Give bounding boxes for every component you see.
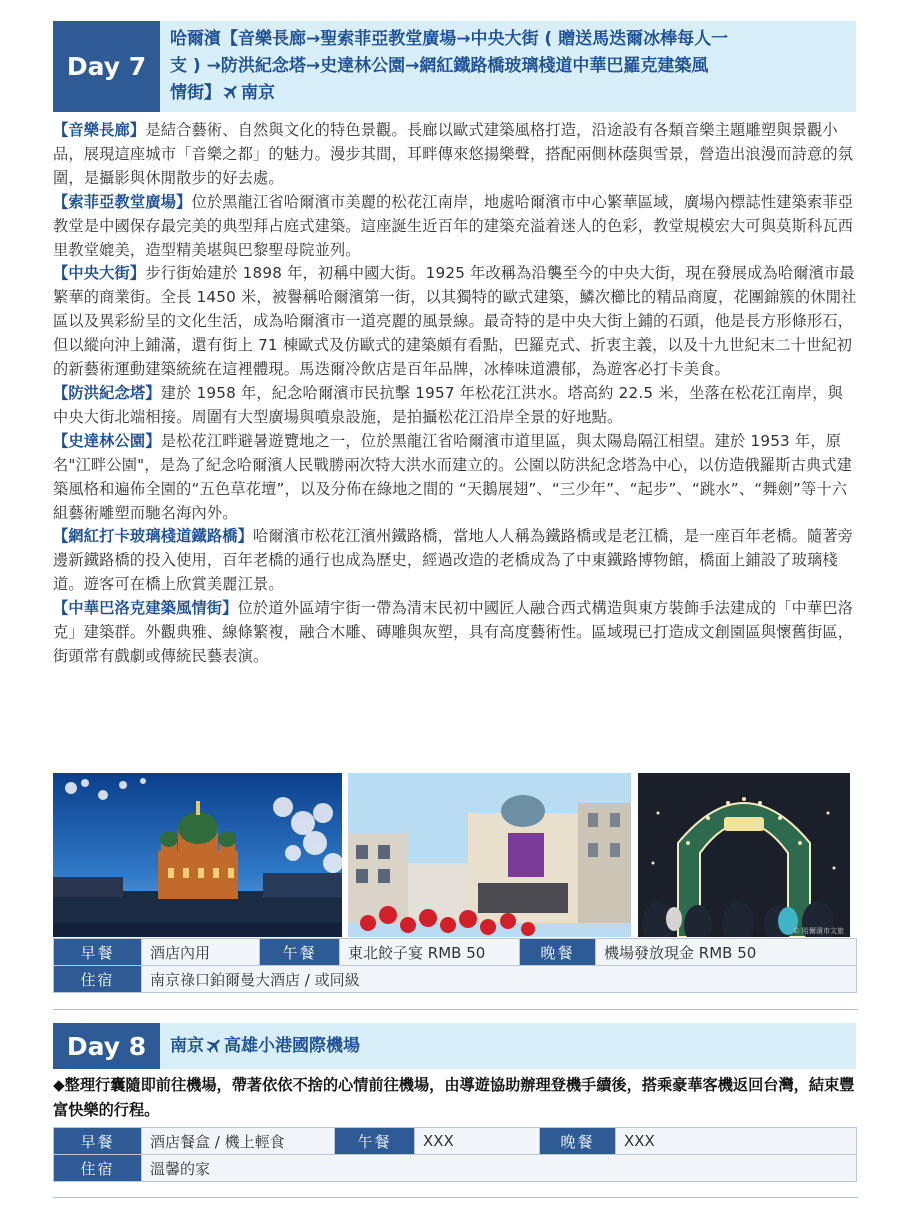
section-title: 【索菲亞教堂廣場】	[53, 192, 192, 211]
section-text: 是松花江畔避暑遊覽地之一，位於黑龍江省哈爾濱市道里區，與太陽島隔江相望。建於 1953 年，原名"江畔公園"，是為了紀念哈爾濱人民戰勝兩次特大洪水而建立的。公園以防洪紀念塔為中心，以仿造俄羅斯古典式建築風格和遍佈全園的“五色草花壇”，以及分佈在綠地之間的 “天鵝展翅”、“三少年”、“起步”、“跳水”、“舞劍”等十六組藝術雕塑而馳名海內外。	[53, 431, 853, 522]
day8-meal-table	[53, 1127, 857, 1182]
day8-badge-label: Day 8	[66, 1031, 147, 1061]
section-flood-tower	[53, 382, 858, 430]
dinner-label: 晚餐	[520, 939, 596, 966]
breakfast-label: 早餐	[54, 1128, 142, 1155]
section-railway-bridge	[53, 525, 858, 597]
section-title: 【防洪紀念塔】	[53, 383, 161, 402]
section-divider	[53, 1009, 858, 1010]
day8-badge	[53, 1023, 160, 1069]
day8-title-from: 南京	[170, 1035, 204, 1056]
hotel-label: 住宿	[54, 1155, 142, 1182]
section-title: 【中央大街】	[53, 264, 146, 283]
day7-meal-table	[53, 938, 857, 993]
hotel-label: 住宿	[54, 966, 142, 993]
hotel-row	[54, 1155, 857, 1182]
section-divider	[53, 1197, 858, 1198]
day7-header	[53, 21, 856, 112]
breakfast-label: 早餐	[54, 939, 142, 966]
day8-title-to: 高雄小港國際機場	[224, 1035, 360, 1056]
section-title: 【史達林公園】	[53, 431, 161, 450]
day7-badge-label: Day 7	[66, 52, 147, 81]
dinner-label: 晚餐	[540, 1128, 616, 1155]
dinner-value: 機場發放現金 RMB 50	[596, 939, 857, 966]
section-central-street	[53, 262, 858, 382]
section-text: 位於黑龍江省哈爾濱市美麗的松花江南岸，地處哈爾濱市中心繁華區域，廣場內標誌性建築索菲亞教堂是中國保存最完美的典型拜占庭式建築。這座誕生近百年的建築充溢着迷人的色彩，教堂規模宏大可與莫斯科瓦西里教堂媲美，造型精美堪與巴黎聖母院並列。	[53, 192, 854, 259]
lunch-value: XXX	[415, 1128, 540, 1155]
section-text: 建於 1958 年，紀念哈爾濱市民抗擊 1957 年松花江洪水。塔高約 22.5 米，坐落在松花江南岸，與中央大街北端相接。周圍有大型廣場與噴泉設施，是拍攝松花江沿岸全景的好地點。	[53, 383, 843, 426]
section-baroque-street	[53, 597, 858, 669]
airplane-icon	[204, 1037, 224, 1055]
section-text: 步行街始建於 1898 年，初稱中國大街。1925 年改稱為沿襲至今的中央大街，現在發展成為哈爾濱市最繁華的商業街。全長 1450 米，被譽稱哈爾濱第一街，以其獨特的歐式建築，鱗次櫛比的精品商廈，花團錦簇的休閒社區以及異彩紛呈的文化生活，成為哈爾濱市一道亮麗的風景線。最奇特的是中央大街上鋪的石頭，他是長方形條形石，但以縱向沖上鋪滿，還有街上 71 棟歐式及仿歐式的建築頗有看點，巴羅克式、折衷主義，以及十九世紀末二十世紀初的新藝術運動建築統統在這裡體現。馬迭爾冷飲店是百年品牌，冰棒味道濃郁，為遊客必打卡美食。	[53, 264, 857, 379]
photo-credit: © 哈爾濱市文旅	[792, 927, 844, 935]
photo-sofia-cathedral	[53, 773, 342, 937]
section-text: 哈爾濱市松花江濱州鐵路橋，當地人人稱為鐵路橋或是老江橋，是一座百年老橋。隨著旁邊新鐵路橋的投入使用，百年老橋的通行也成為歷史，經過改造的老橋成為了中東鐵路博物館，橋面上鋪設了玻璃棧道。遊客可在橋上欣賞美麗江景。	[53, 527, 854, 594]
meal-row	[54, 939, 857, 966]
lunch-label: 午餐	[335, 1128, 415, 1155]
day7-title-line3a: 情街】	[170, 83, 221, 103]
section-text: 位於道外區靖宇街一帶為清末民初中國匠人融合西式構造與東方裝飾手法建成的「中華巴洛克」建築群。外觀典雅、線條繁複，融合木雕、磚雕與灰塑，具有高度藝術性。區域現已打造成文創園區與懷舊街區，街頭常有戲劇或傳統民藝表演。	[53, 599, 854, 665]
breakfast-value: 酒店餐盒 / 機上輕食	[142, 1128, 335, 1155]
day8-title	[160, 1023, 856, 1069]
meal-row	[54, 1128, 857, 1155]
section-music-corridor	[53, 119, 858, 191]
breakfast-value: 酒店內用	[142, 939, 260, 966]
section-title: 【中華巴洛克建築風情街】	[53, 599, 238, 618]
lunch-value: 東北餃子宴 RMB 50	[340, 939, 520, 966]
day7-title-line3	[170, 80, 846, 107]
section-stalin-park	[53, 430, 858, 526]
lunch-label: 午餐	[260, 939, 340, 966]
day7-description	[53, 119, 858, 669]
day7-title-line1: 哈爾濱【音樂長廊→聖索菲亞教堂廣場→中央大街 ( 贈送馬迭爾冰棒每人一	[170, 29, 729, 49]
day7-badge	[53, 21, 160, 112]
photo-central-street	[348, 773, 631, 937]
hotel-row	[54, 966, 857, 993]
day7-title-line3b: 南京	[241, 83, 275, 103]
hotel-value: 南京祿口鉑爾曼大酒店 / 或同級	[142, 966, 857, 993]
section-sofia-square	[53, 191, 858, 263]
airplane-icon	[221, 83, 241, 101]
day7-title	[160, 21, 856, 112]
day8-note: ◆整理行囊隨即前往機場，帶著依依不捨的心情前往機場，由導遊協助辦理登機手續後，搭乘豪華客機返回台灣，結束豐富快樂的行程。	[53, 1076, 855, 1119]
dinner-value: XXX	[616, 1128, 857, 1155]
photo-ice-gate	[638, 773, 850, 937]
hotel-value: 溫馨的家	[142, 1155, 857, 1182]
section-title: 【音樂長廊】	[53, 121, 146, 139]
section-title: 【網紅打卡玻璃棧道鐵路橋】	[53, 527, 254, 546]
day8-header	[53, 1023, 856, 1069]
day7-title-line2: 支 ) →防洪紀念塔→史達林公園→網紅鐵路橋玻璃棧道中華巴羅克建築風	[170, 56, 709, 76]
section-text: 是結合藝術、自然與文化的特色景觀。長廊以歐式建築風格打造，沿途設有各類音樂主題雕塑與景觀小品，展現這座城市「音樂之都」的魅力。漫步其間，耳畔傳來悠揚樂聲，搭配兩側林蔭與雪景，營造出浪漫而詩意的氛圍，是攝影與休閒散步的好去處。	[53, 121, 854, 187]
